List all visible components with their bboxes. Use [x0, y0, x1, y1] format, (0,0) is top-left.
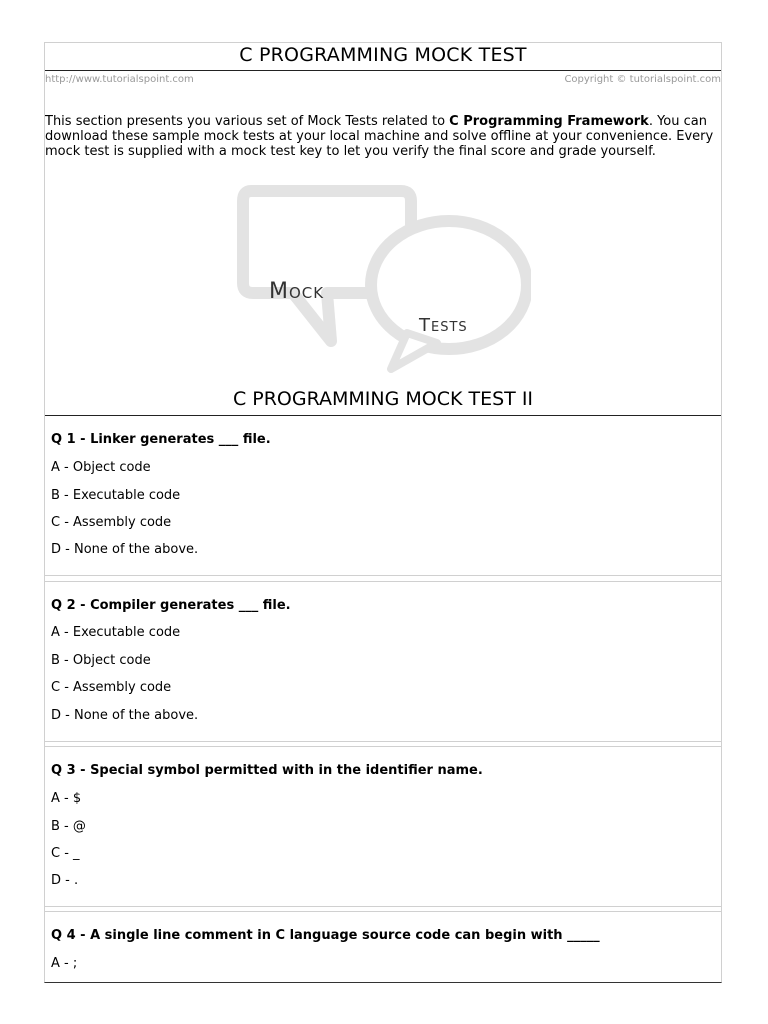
answer-option: D - .: [51, 873, 79, 888]
question-block: [45, 582, 721, 742]
question-text: Q 4 - A single line comment in C language source code can begin with _____: [51, 928, 600, 943]
question-text: Q 1 - Linker generates ___ file.: [51, 432, 271, 447]
mock-tests-logo: [231, 183, 531, 373]
answer-option: A - Object code: [51, 460, 151, 475]
answer-option: B - Object code: [51, 653, 151, 668]
answer-option: A - Executable code: [51, 625, 181, 640]
site-url[interactable]: http://www.tutorialspoint.com: [45, 74, 194, 85]
answer-option: C - Assembly code: [51, 515, 172, 530]
intro-paragraph: [45, 114, 719, 159]
answer-option: A - ;: [51, 956, 78, 971]
question-text: Q 2 - Compiler generates ___ file.: [51, 598, 291, 613]
question-block: [45, 912, 721, 982]
copyright-notice: Copyright © tutorialspoint.com: [564, 74, 721, 85]
answer-option: C - Assembly code: [51, 680, 172, 695]
page-title: C PROGRAMMING MOCK TEST: [45, 43, 721, 71]
document-page: [44, 42, 722, 983]
answer-option: D - None of the above.: [51, 708, 199, 723]
question-block: [45, 747, 721, 907]
answer-option: B - Executable code: [51, 488, 181, 503]
intro-text-bold: C Programming Framework: [449, 114, 649, 129]
section-title: C PROGRAMMING MOCK TEST II: [45, 387, 721, 416]
intro-text-start: This section presents you various set of Mock Tests related to: [45, 114, 450, 129]
answer-option: D - None of the above.: [51, 542, 199, 557]
logo-word-tests: Tests: [419, 315, 468, 336]
intro-text-end: . You can download these sample mock tests at your local machine and solve offline at your convenience. Every mock test is supplied with a mock test key to let you verify the final score and grade yourself.: [45, 114, 714, 159]
question-block: [45, 416, 721, 576]
answer-option: A - $: [51, 791, 82, 806]
question-text: Q 3 - Special symbol permitted with in the identifier name.: [51, 763, 483, 778]
answer-option: B - @: [51, 819, 86, 834]
logo-word-mock: Mock: [269, 279, 325, 304]
answer-option: C - _: [51, 846, 80, 861]
